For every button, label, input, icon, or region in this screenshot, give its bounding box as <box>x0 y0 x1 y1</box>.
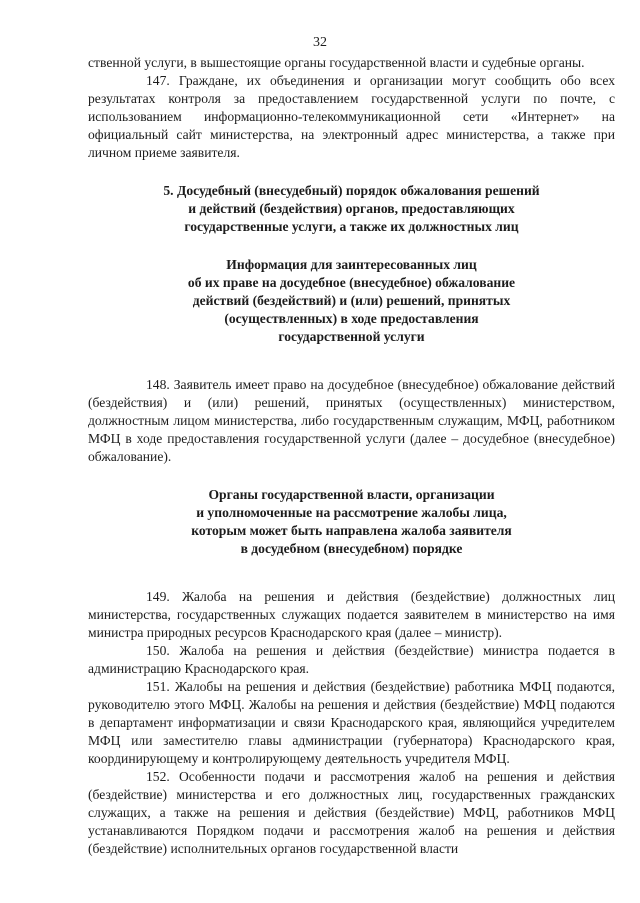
paragraph-149: 149. Жалоба на решения и действия (бездействие) должностных лиц министерства, государственных служащих подается заявителем в министерство на имя министра природных ресурсов Краснодарского края (далее – министр). <box>88 589 615 640</box>
heading-line: 5. Досудебный (внесудебный) порядок обжалования решений <box>163 183 540 198</box>
heading-line: государственной услуги <box>278 329 425 344</box>
heading-line: действий (бездействий) и (или) решений, принятых <box>192 293 511 308</box>
heading-line: об их праве на досудебное (внесудебное) обжалование <box>187 275 516 290</box>
page-number: 32 <box>313 35 327 50</box>
paragraph-152: 152. Особенности подачи и рассмотрения жалоб на решения и действия (бездействие) министерства и его должностных лиц, государственных гражданских служащих, а также на решения и действия (бездействие) МФЦ, работников МФЦ устанавливаются Порядком подачи и рассмотрения жалоб на решения и действия (бездействие) исполнительных органов государственной власти <box>88 769 615 856</box>
heading-line: и действий (бездействия) органов, предоставляющих <box>188 201 515 216</box>
organs-heading <box>88 486 615 558</box>
paragraph-147: 147. Граждане, их объединения и организации могут сообщить обо всех результатах контроля за предоставлением государственной услуги по почте, с использованием информационно-телекоммуникационной сети «Интернет» на официальный сайт министерства, на электронный адрес министерства, а также при личном приеме заявителя. <box>88 73 615 160</box>
paragraph-151: 151. Жалобы на решения и действия (бездействие) работника МФЦ подаются, руководителю этого МФЦ. Жалобы на решения и действия (бездействие) МФЦ подаются в департамент информатизации и связи Краснодарского края, являющийся учредителем МФЦ или заместителю главы администрации (губернатора) Краснодарского края, координирующему и контролирующему деятельность учредителя МФЦ. <box>88 679 615 766</box>
page-content <box>88 54 615 858</box>
heading-line: Органы государственной власти, организации <box>208 487 495 502</box>
paragraph-150: 150. Жалоба на решения и действия (бездействие) министра подается в администрацию Краснодарского края. <box>88 643 615 676</box>
heading-line: и уполномоченные на рассмотрение жалобы лица, <box>196 505 507 520</box>
heading-line: в досудебном (внесудебном) порядке <box>240 541 463 556</box>
heading-line: государственные услуги, а также их должностных лиц <box>184 219 519 234</box>
continuation-paragraph: ственной услуги, в вышестоящие органы государственной власти и судебные органы. <box>88 55 585 70</box>
heading-line: которым может быть направлена жалоба заявителя <box>191 523 512 538</box>
section-5-heading <box>88 182 615 236</box>
heading-line: Информация для заинтересованных лиц <box>226 257 477 272</box>
info-heading <box>88 256 615 346</box>
paragraph-148: 148. Заявитель имеет право на досудебное (внесудебное) обжалование действий (бездействия) и (или) решений, принятых (осуществленных) министерством, должностным лицом министерства, либо государственным служащим, МФЦ, работником МФЦ в ходе предоставления государственной услуги (далее – досудебное (внесудебное) обжалование). <box>88 377 615 464</box>
heading-line: (осуществленных) в ходе предоставления <box>224 311 479 326</box>
